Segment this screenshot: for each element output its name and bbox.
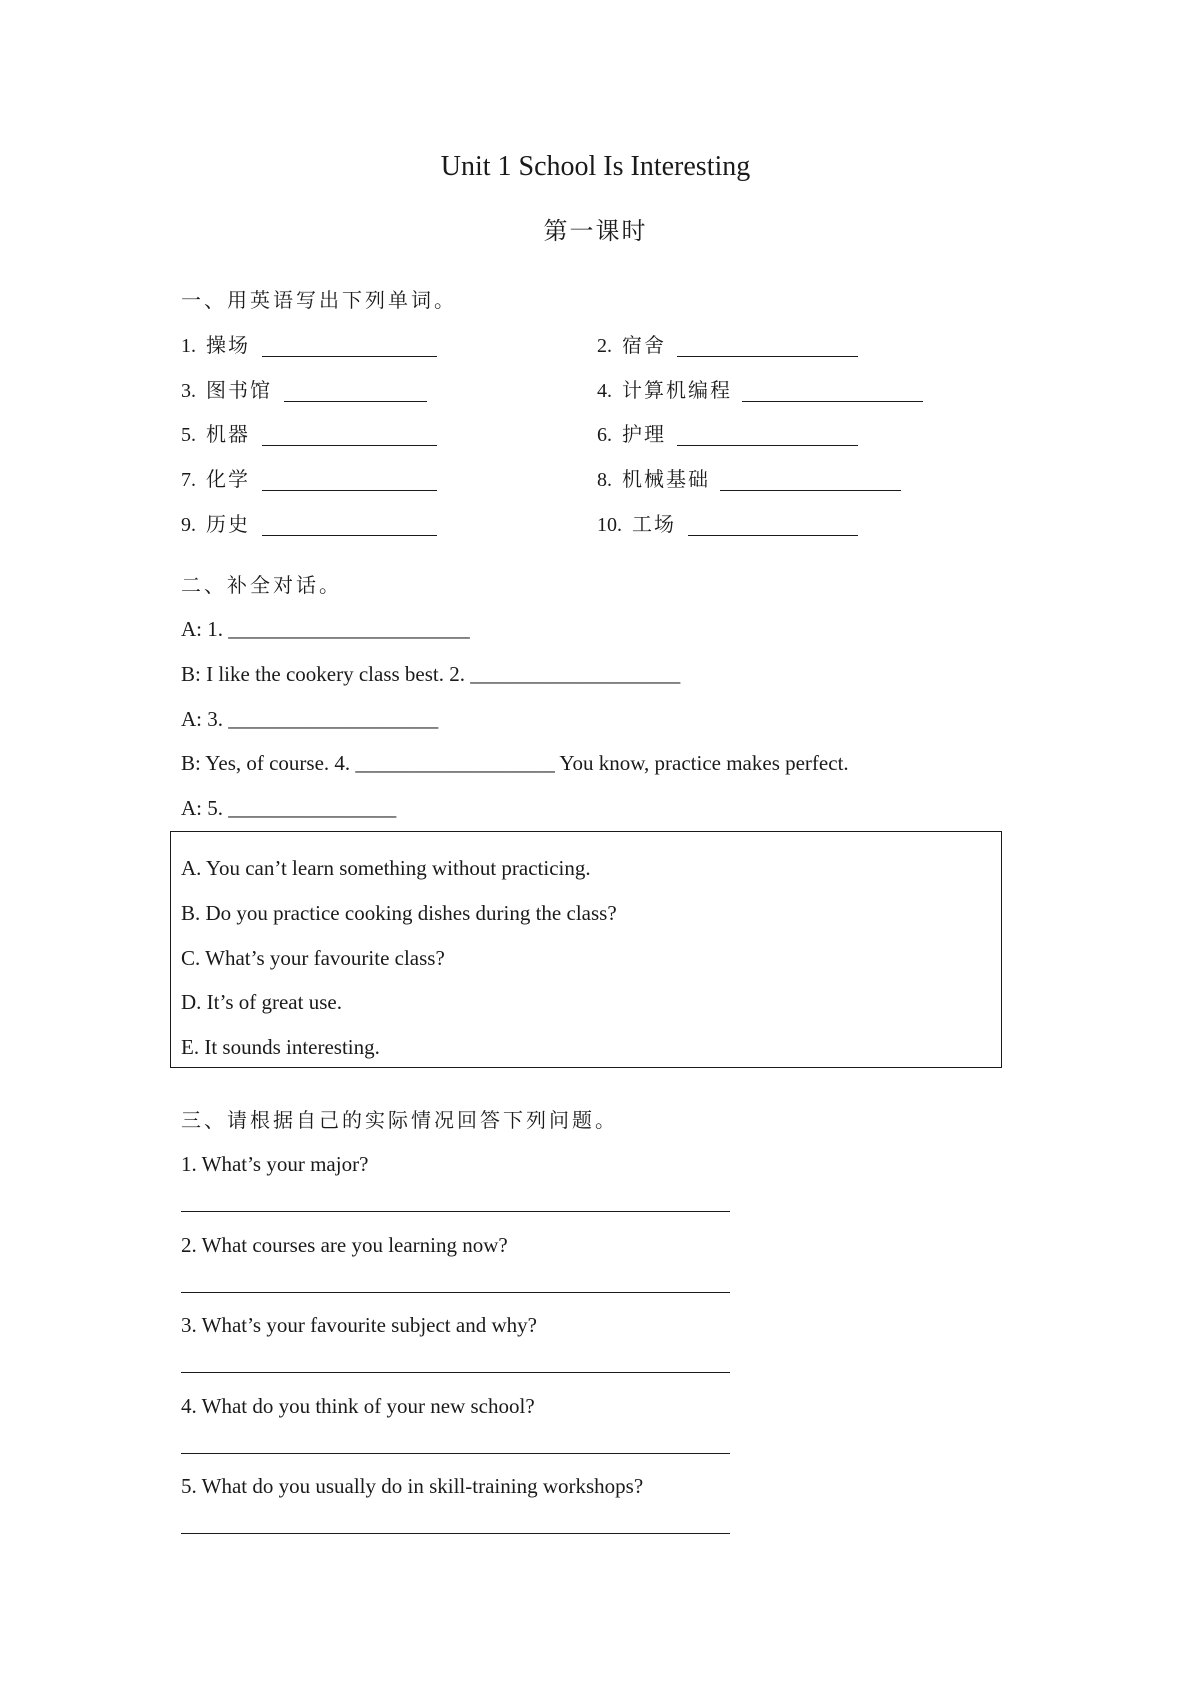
- vocab-item-4: [597, 377, 732, 404]
- vocab-number: 4.: [597, 380, 612, 402]
- vocab-word: 历史: [206, 512, 250, 536]
- dialogue-line-2: [181, 661, 680, 687]
- vocab-word: 操场: [206, 333, 250, 357]
- vocab-number: 9.: [181, 514, 196, 536]
- option-e: E. It sounds interesting.: [181, 1035, 380, 1059]
- vocab-item-6: [597, 421, 666, 448]
- page-title: Unit 1 School Is Interesting: [440, 151, 751, 182]
- vocab-word: 计算机编程: [622, 378, 732, 402]
- question-5: 5. What do you usually do in skill-training workshops?: [181, 1474, 644, 1498]
- answer-line-2[interactable]: [181, 1292, 730, 1293]
- answer-line-3[interactable]: [181, 1372, 730, 1373]
- dialogue-blank[interactable]: _______________________: [228, 617, 470, 641]
- dialogue-line-5: [181, 795, 396, 821]
- vocab-number: 2.: [597, 335, 612, 357]
- vocab-item-5: [181, 421, 250, 448]
- answer-line-4[interactable]: [181, 1453, 730, 1454]
- vocab-word: 工场: [632, 512, 676, 536]
- vocab-word: 机械基础: [622, 467, 710, 491]
- vocab-answer-line-1[interactable]: [262, 356, 437, 357]
- section-3-heading: 三、请根据自己的实际情况回答下列问题。: [181, 1108, 618, 1132]
- dialogue-line-3: [181, 706, 438, 732]
- dialogue-blank[interactable]: ____________________: [228, 707, 439, 731]
- vocab-item-1: [181, 332, 250, 359]
- vocab-item-2: [597, 332, 666, 359]
- question-3: 3. What’s your favourite subject and why?: [181, 1313, 537, 1337]
- vocab-answer-line-8[interactable]: [720, 490, 901, 491]
- dialogue-line-4: [181, 750, 849, 776]
- vocab-number: 1.: [181, 335, 196, 357]
- vocab-number: 8.: [597, 469, 612, 491]
- vocab-answer-line-7[interactable]: [262, 490, 437, 491]
- vocab-number: 3.: [181, 380, 196, 402]
- vocab-word: 图书馆: [206, 378, 272, 402]
- dialogue-prefix: A: 1.: [181, 617, 223, 641]
- lesson-subtitle: 第一课时: [543, 217, 648, 245]
- vocab-answer-line-4[interactable]: [742, 401, 923, 402]
- dialogue-blank[interactable]: ____________________: [470, 662, 681, 686]
- vocab-word: 宿舍: [622, 333, 666, 357]
- vocab-word: 护理: [622, 422, 666, 446]
- dialogue-prefix: A: 5.: [181, 796, 223, 820]
- dialogue-prefix: B: I like the cookery class best. 2.: [181, 662, 466, 686]
- dialogue-line-1: [181, 616, 470, 642]
- section-1-heading: 一、用英语写出下列单词。: [181, 288, 457, 312]
- vocab-word: 机器: [206, 422, 250, 446]
- vocab-number: 6.: [597, 424, 612, 446]
- vocab-item-10: [597, 511, 676, 538]
- dialogue-prefix: A: 3.: [181, 707, 223, 731]
- vocab-answer-line-5[interactable]: [262, 445, 437, 446]
- vocab-number: 5.: [181, 424, 196, 446]
- vocab-item-7: [181, 466, 250, 493]
- vocab-answer-line-9[interactable]: [262, 535, 437, 536]
- answer-line-5[interactable]: [181, 1533, 730, 1534]
- vocab-number: 10.: [597, 514, 622, 536]
- vocab-answer-line-6[interactable]: [677, 445, 858, 446]
- vocab-answer-line-2[interactable]: [677, 356, 858, 357]
- question-4: 4. What do you think of your new school?: [181, 1394, 535, 1418]
- question-1: 1. What’s your major?: [181, 1152, 369, 1176]
- vocab-number: 7.: [181, 469, 196, 491]
- vocab-item-8: [597, 466, 710, 493]
- dialogue-blank[interactable]: ________________: [228, 796, 397, 820]
- dialogue-prefix: B: Yes, of course. 4.: [181, 751, 351, 775]
- answer-line-1[interactable]: [181, 1211, 730, 1212]
- section-2-heading: 二、补全对话。: [181, 573, 342, 597]
- question-2: 2. What courses are you learning now?: [181, 1233, 508, 1257]
- option-a: A. You can’t learn something without practicing.: [181, 856, 591, 880]
- option-b: B. Do you practice cooking dishes during the class?: [181, 901, 617, 925]
- dialogue-blank[interactable]: ___________________: [355, 751, 555, 775]
- dialogue-suffix: You know, practice makes perfect.: [559, 751, 849, 775]
- vocab-item-9: [181, 511, 250, 538]
- vocab-word: 化学: [206, 467, 250, 491]
- option-d: D. It’s of great use.: [181, 990, 342, 1014]
- vocab-item-3: [181, 377, 272, 404]
- vocab-answer-line-10[interactable]: [688, 535, 858, 536]
- option-c: C. What’s your favourite class?: [181, 946, 445, 970]
- vocab-answer-line-3[interactable]: [284, 401, 427, 402]
